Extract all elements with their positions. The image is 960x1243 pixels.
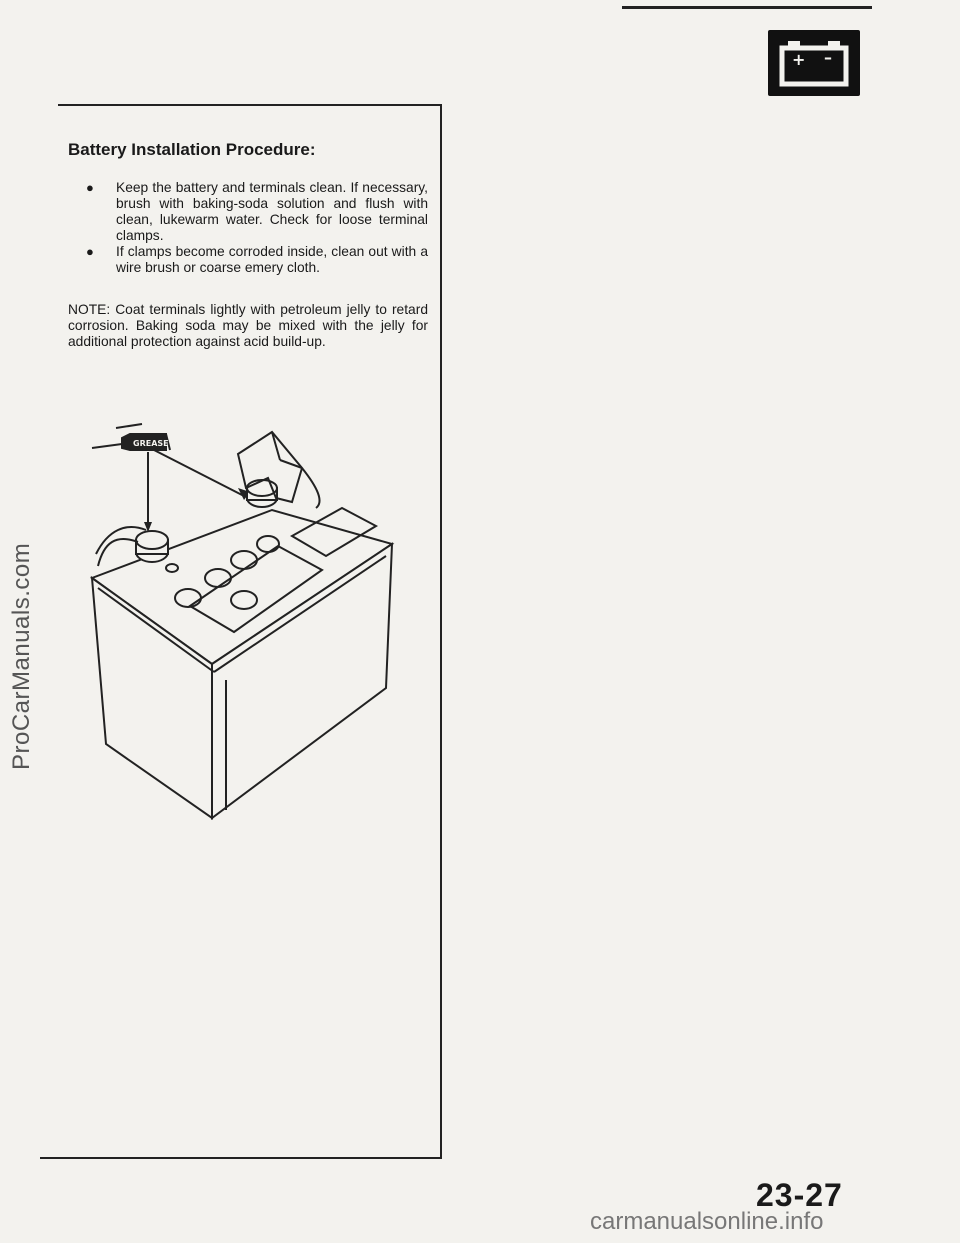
bullet-item	[68, 244, 428, 276]
bullet-item	[68, 180, 428, 244]
page-number: 23-27	[756, 1177, 843, 1213]
grease-label: GREASE	[133, 439, 169, 448]
procedure-bullets	[68, 180, 428, 276]
bullet-text: Keep the battery and terminals clean. If necessary, brush with baking-soda solution and flush with clean, lukewarm water. Check for loose terminal clamps.	[116, 180, 428, 243]
procedure-section	[68, 140, 428, 350]
frame-top-rule	[58, 104, 442, 106]
frame-right-rule	[440, 104, 442, 1159]
side-watermark: ProCarManuals.com	[8, 542, 35, 770]
battery-illustration	[86, 418, 406, 833]
top-rule	[622, 6, 872, 9]
minus-sign: –	[824, 48, 832, 67]
bullet-text: If clamps become corroded inside, clean out with a wire brush or coarse emery cloth.	[116, 244, 428, 275]
grease-tube-icon	[92, 424, 170, 450]
battery-icon	[768, 30, 860, 96]
bullet-icon: ●	[86, 180, 94, 195]
bottom-watermark: carmanualsonline.info	[590, 1208, 824, 1235]
procedure-heading: Battery Installation Procedure:	[68, 140, 316, 159]
frame-bottom-rule	[40, 1157, 442, 1159]
plus-sign: +	[792, 50, 806, 69]
procedure-note: NOTE: Coat terminals lightly with petroleum jelly to retard corrosion. Baking soda may be mixed with the jelly for additional protection against acid build-up.	[68, 302, 428, 349]
bullet-icon: ●	[86, 244, 94, 259]
